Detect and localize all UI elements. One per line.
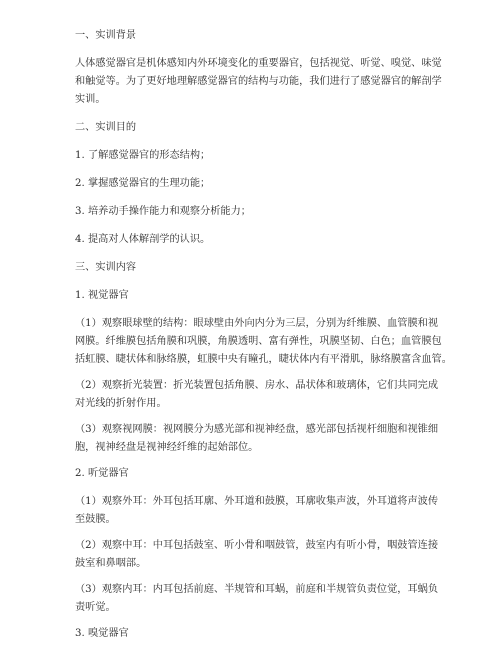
list-item: 1. 了解感觉器官的形态结构； bbox=[75, 150, 211, 161]
subsection-heading-visual: 1. 视觉器官 bbox=[75, 290, 129, 301]
section-heading-background: 一、实训背景 bbox=[75, 30, 137, 41]
list-item: 4. 提高对人体解剖学的认识。 bbox=[75, 234, 211, 245]
list-item: 2. 掌握感觉器官的生理功能； bbox=[75, 178, 211, 189]
subsection-heading-olfactory: 3. 嗅觉器官 bbox=[75, 628, 129, 639]
paragraph-line: （1）观察眼球壁的结构：眼球壁由外向内分为三层，分别为纤维膜、血管膜和视 bbox=[75, 318, 439, 329]
paragraph-line: 对光线的折射作用。 bbox=[75, 398, 167, 409]
paragraph-line: （3）观察视网膜：视网膜分为感光部和视神经盘，感光部包括视杆细胞和视锥细 bbox=[75, 424, 439, 435]
paragraph-line: （1）观察外耳：外耳包括耳廓、外耳道和鼓膜，耳廓收集声波，外耳道将声波传 bbox=[75, 496, 439, 507]
paragraph-line: （2）观察折光装置：折光装置包括角膜、房水、晶状体和玻璃体，它们共同完成 bbox=[75, 380, 439, 391]
paragraph-line: 括虹膜、睫状体和脉络膜，虹膜中央有瞳孔，睫状体内有平滑肌，脉络膜富含血管。 bbox=[75, 354, 452, 365]
paragraph-line: 实训。 bbox=[75, 94, 106, 105]
subsection-heading-auditory: 2. 听觉器官 bbox=[75, 468, 129, 479]
section-heading-purpose: 二、实训目的 bbox=[75, 122, 137, 133]
paragraph-line: 人体感觉器官是机体感知内外环境变化的重要器官，包括视觉、听觉、嗅觉、味觉 bbox=[75, 58, 442, 69]
list-item: 3. 培养动手操作能力和观察分析能力； bbox=[75, 206, 251, 217]
paragraph-line: （3）观察内耳：内耳包括前庭、半规管和耳蜗，前庭和半规管负责位觉，耳蜗负 bbox=[75, 584, 439, 595]
paragraph-line: （2）观察中耳：中耳包括鼓室、听小骨和咽鼓管，鼓室内有听小骨，咽鼓管连接 bbox=[75, 540, 439, 551]
paragraph-line: 胞，视神经盘是视神经纤维的起始部位。 bbox=[75, 442, 259, 453]
paragraph-line: 鼓室和鼻咽部。 bbox=[75, 558, 147, 569]
paragraph-line: 责听觉。 bbox=[75, 602, 116, 613]
paragraph-line: 网膜。纤维膜包括角膜和巩膜，角膜透明、富有弹性，巩膜坚韧、白色；血管膜包 bbox=[75, 336, 442, 347]
paragraph-line: 至鼓膜。 bbox=[75, 514, 116, 525]
section-heading-content: 三、实训内容 bbox=[75, 262, 137, 273]
paragraph-line: 和触觉等。为了更好地理解感觉器官的结构与功能，我们进行了感觉器官的解剖学 bbox=[75, 76, 442, 87]
